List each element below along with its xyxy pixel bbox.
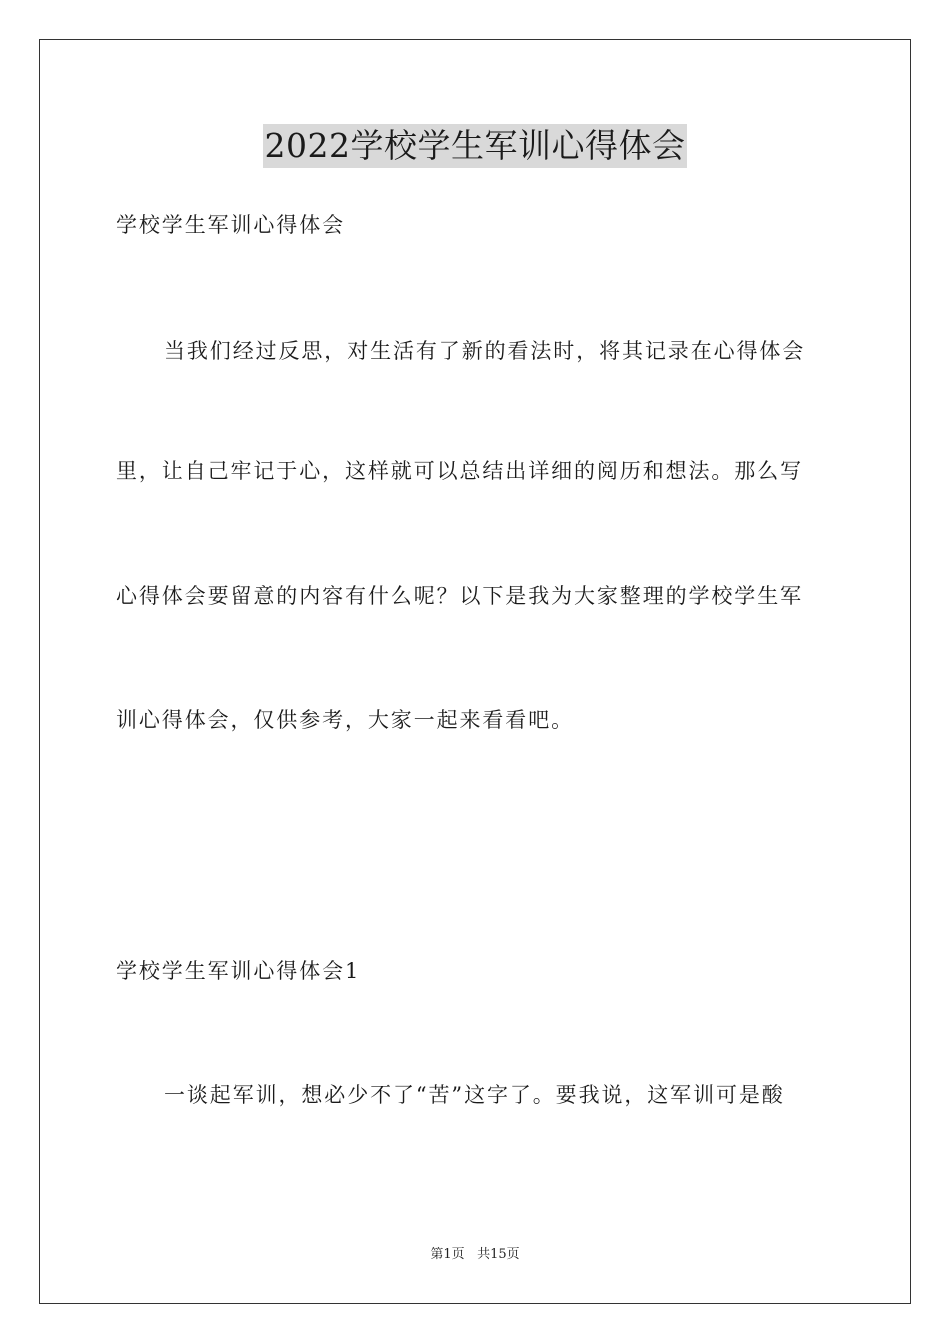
section-heading: 学校学生军训心得体会1 xyxy=(116,959,361,983)
paragraph-line: 心得体会要留意的内容有什么呢？以下是我为大家整理的学校学生军 xyxy=(116,584,803,608)
page-footer xyxy=(0,1246,950,1264)
paragraph-line: 里，让自己牢记于心，这样就可以总结出详细的阅历和想法。那么写 xyxy=(116,459,803,483)
document-title: 2022学校学生军训心得体会 xyxy=(263,124,688,168)
title-container xyxy=(0,124,950,168)
paragraph-line: 当我们经过反思，对生活有了新的看法时，将其记录在心得体会 xyxy=(164,339,806,363)
page-total: 共15页 xyxy=(477,1247,520,1262)
page-number: 第1页 xyxy=(430,1247,465,1262)
subtitle-line: 学校学生军训心得体会 xyxy=(116,213,345,237)
paragraph-line: 训心得体会，仅供参考，大家一起来看看吧。 xyxy=(116,708,574,732)
paragraph-line: 一谈起军训，想必少不了“苦”这字了。要我说，这军训可是酸 xyxy=(164,1083,785,1107)
